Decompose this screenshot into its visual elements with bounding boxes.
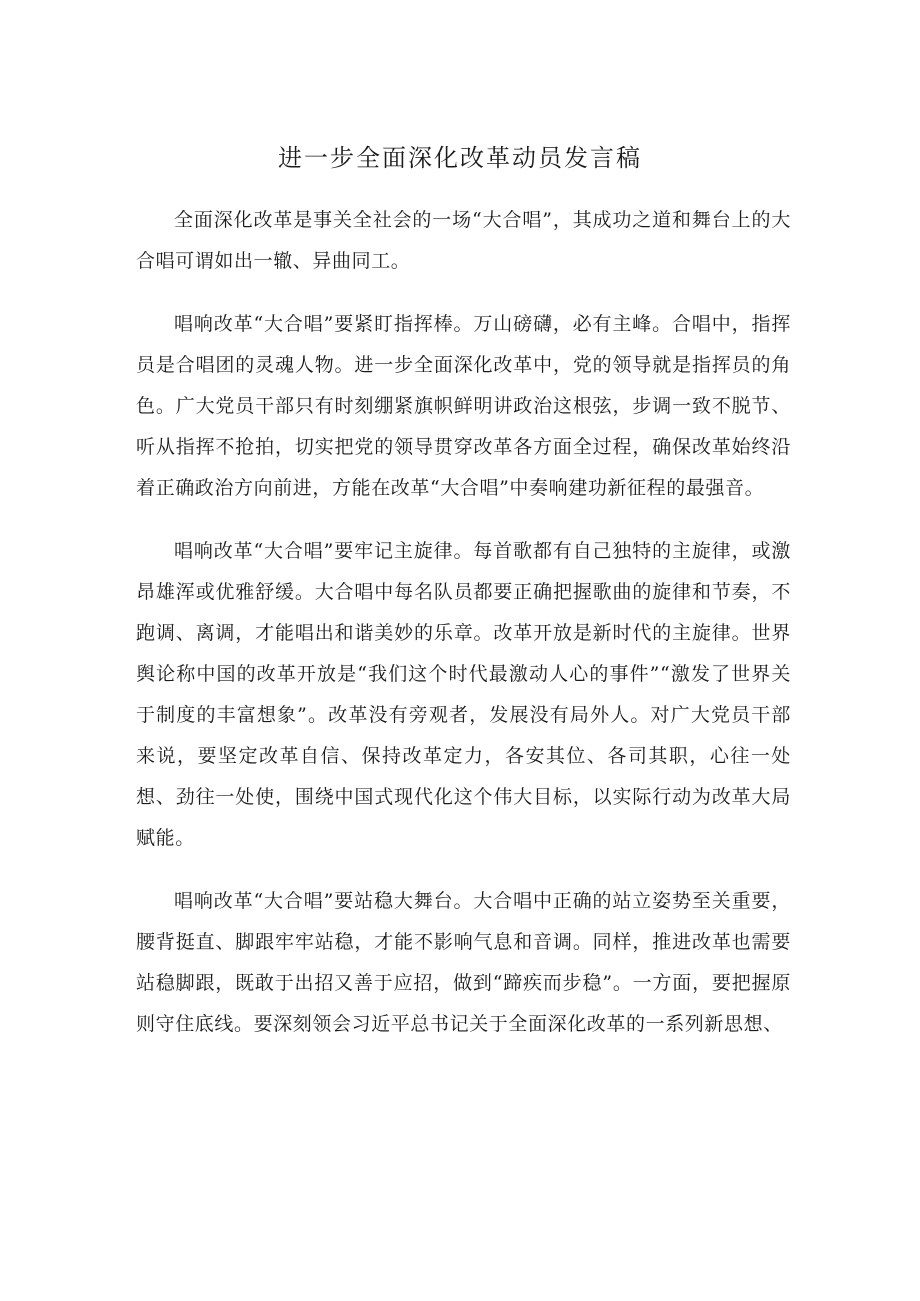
document-title: 进一步全面深化改革动员发言稿	[278, 144, 642, 172]
paragraph-intro: 全面深化改革是事关全社会的一场“大合唱”，其成功之道和舞台上的大合唱可谓如出一辙、异曲同工。	[136, 209, 791, 272]
paragraph-baton: 唱响改革“大合唱”要紧盯指挥棒。万山磅礴，必有主峰。合唱中，指挥员是合唱团的灵魂人物。进一步全面深化改革中，党的领导就是指挥员的角色。广大党员干部只有时刻绷紧旗帜鲜明讲政治这根弦，步调一致不脱节、听从指挥不抢拍，切实把党的领导贯穿改革各方面全过程，确保改革始终沿着正确政治方向前进，方能在改革“大合唱”中奏响建功新征程的最强音。	[136, 313, 791, 499]
paragraph-stage: 唱响改革“大合唱”要站稳大舞台。大合唱中正确的站立姿势至关重要，腰背挺直、脚跟牢牢站稳，才能不影响气息和音调。同样，推进改革也需要站稳脚跟，既敢于出招又善于应招，做到“蹄疾而步稳”。一方面，要把握原则守住底线。要深刻领会习近平总书记关于全面深化改革的一系列新思想、	[136, 890, 791, 1035]
document-body	[136, 200, 791, 1067]
paragraph-melody: 唱响改革“大合唱”要牢记主旋律。每首歌都有自己独特的主旋律，或激昂雄浑或优雅舒缓。大合唱中每名队员都要正确把握歌曲的旋律和节奏，不跑调、离调，才能唱出和谐美妙的乐章。改革开放是新时代的主旋律。世界舆论称中国的改革开放是“我们这个时代最激动人心的事件”“激发了世界关于制度的丰富想象”。改革没有旁观者，发展没有局外人。对广大党员干部来说，要坚定改革自信、保持改革定力，各安其位、各司其职，心往一处想、劲往一处使，围绕中国式现代化这个伟大目标，以实际行动为改革大局赋能。	[136, 540, 791, 849]
